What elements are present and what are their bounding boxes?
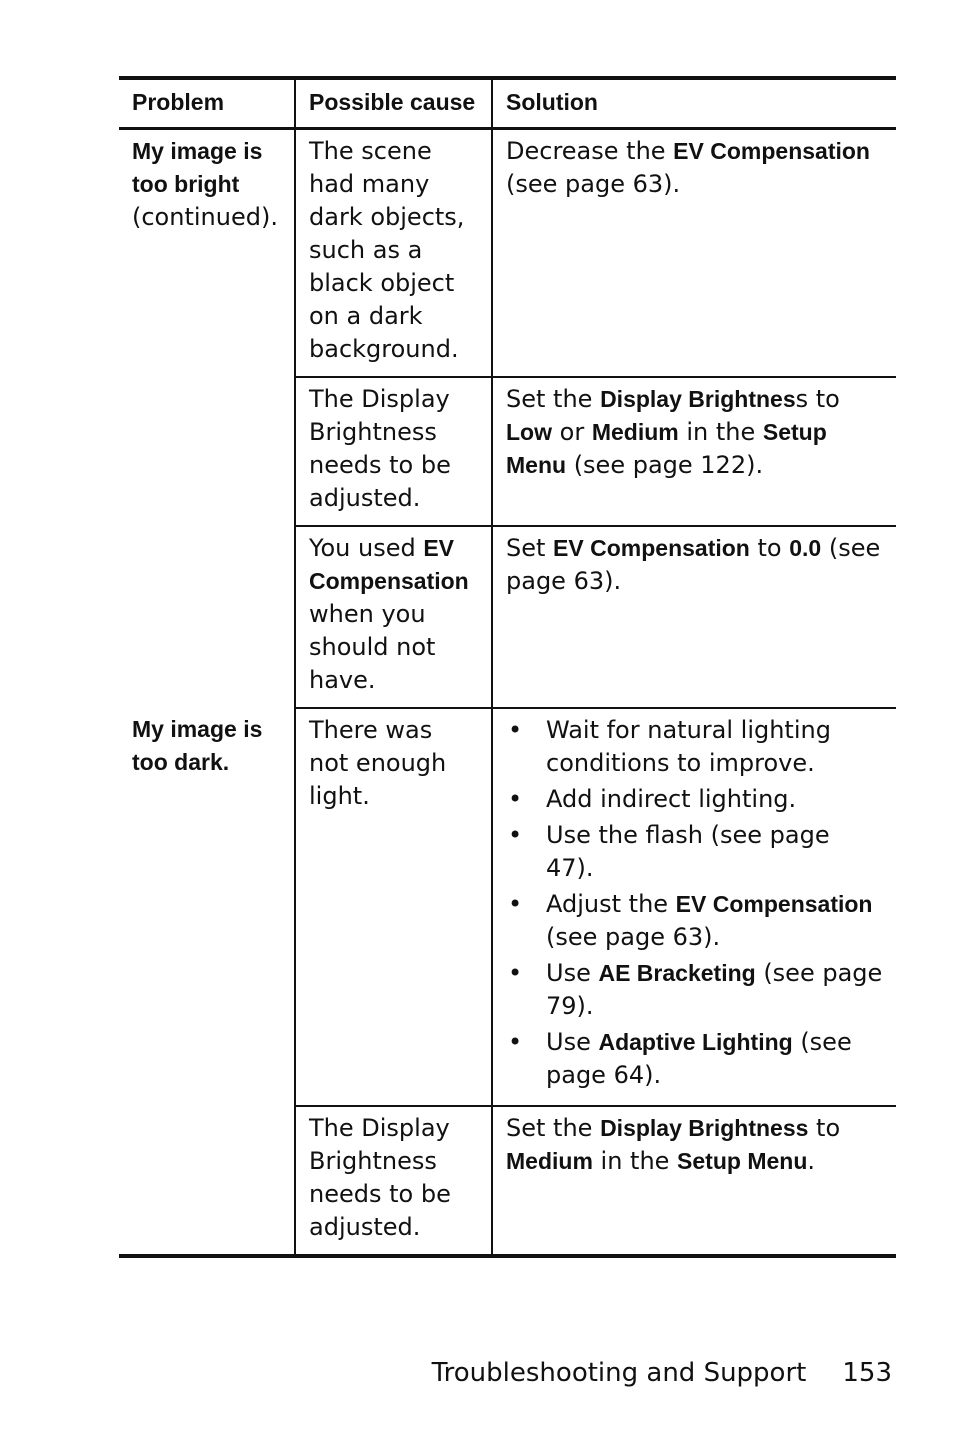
cause-cell: The Display Brightness needs to be adjusted. xyxy=(295,377,492,526)
bold-text: Display Brightness xyxy=(600,1114,809,1141)
bold-text: EV Compensation xyxy=(553,534,750,561)
header-possible-cause: Possible cause xyxy=(295,78,492,128)
text: in the xyxy=(678,417,763,446)
bold-text: Medium xyxy=(506,1147,593,1174)
text: in the xyxy=(592,1146,678,1175)
text: (see page 79). xyxy=(546,958,883,1020)
bold-text: Low xyxy=(506,418,552,445)
bold-text: EV Compensation xyxy=(673,137,870,164)
cause-cell xyxy=(295,526,492,708)
solution-cell xyxy=(492,128,896,377)
text: (see page 63). xyxy=(546,922,721,951)
text: Set the xyxy=(506,1113,601,1142)
bold-text: Adaptive Lighting xyxy=(598,1028,793,1055)
bullet-icon: • xyxy=(508,1027,523,1056)
header-problem: Problem xyxy=(119,78,295,128)
page-number: 153 xyxy=(842,1358,892,1388)
text: (see page 122). xyxy=(566,450,764,479)
bold-text: Setup Menu xyxy=(677,1147,808,1174)
troubleshooting-table xyxy=(119,76,896,1258)
problem-title: My image is too dark. xyxy=(132,715,263,775)
text: to xyxy=(749,533,790,562)
bold-text: EV Compensation xyxy=(675,890,873,917)
list-item xyxy=(506,1026,884,1092)
text: (see page 63). xyxy=(506,169,681,198)
problem-title: My image is too bright xyxy=(132,137,263,197)
text: s to xyxy=(795,384,840,413)
table-row xyxy=(119,708,896,1106)
solution-cell xyxy=(492,377,896,526)
list-item xyxy=(506,888,884,954)
bold-text: Setup Menu xyxy=(506,418,827,478)
text: (see page 64). xyxy=(546,1027,852,1089)
bullet-icon: • xyxy=(508,715,523,744)
bold-text: 0.0 xyxy=(789,534,822,561)
table-row xyxy=(119,128,896,377)
list-item xyxy=(506,819,884,885)
solution-cell xyxy=(492,1106,896,1256)
bold-text: Display Brightnes xyxy=(600,385,796,412)
text: Wait for natural lighting conditions to improve. xyxy=(546,715,831,777)
table-header-row xyxy=(119,78,896,128)
bold-text: AE Bracketing xyxy=(598,959,756,986)
cause-cell: The Display Brightness needs to be adjusted. xyxy=(295,1106,492,1256)
bold-text: Medium xyxy=(591,418,679,445)
list-item xyxy=(506,957,884,1023)
text: . xyxy=(807,1146,816,1175)
cause-cell: The scene had many dark objects, such as a black object on a dark background. xyxy=(295,128,492,377)
cause-cell: There was not enough light. xyxy=(295,708,492,1106)
text: (see page 63). xyxy=(506,533,881,595)
text: Decrease the xyxy=(506,136,674,165)
text: to xyxy=(808,1113,841,1142)
bullet-icon: • xyxy=(508,889,523,918)
list-item xyxy=(506,783,884,816)
solution-cell xyxy=(492,526,896,708)
text: Adjust the xyxy=(546,889,676,918)
text: Use the flash (see page 47). xyxy=(546,820,830,882)
text: You used xyxy=(309,533,424,562)
text: or xyxy=(552,417,592,446)
bold-text: EV Compensation xyxy=(309,534,469,594)
bullet-icon: • xyxy=(508,784,523,813)
solution-bullet-list xyxy=(506,714,884,1092)
text: Use xyxy=(546,1027,599,1056)
list-item xyxy=(506,714,884,780)
header-solution: Solution xyxy=(492,78,896,128)
footer-section-title: Troubleshooting and Support xyxy=(431,1358,807,1388)
page-footer xyxy=(432,1356,892,1390)
text: Use xyxy=(546,958,599,987)
problem-cell xyxy=(119,128,295,708)
text: when you should not have. xyxy=(309,599,436,694)
problem-note: (continued). xyxy=(132,202,278,231)
text: Set xyxy=(506,533,554,562)
problem-cell xyxy=(119,708,295,1256)
solution-cell xyxy=(492,708,896,1106)
bullet-icon: • xyxy=(508,958,523,987)
text: Set the xyxy=(506,384,601,413)
text: Add indirect lighting. xyxy=(546,784,797,813)
bullet-icon: • xyxy=(508,820,523,849)
table-body xyxy=(119,128,896,1256)
